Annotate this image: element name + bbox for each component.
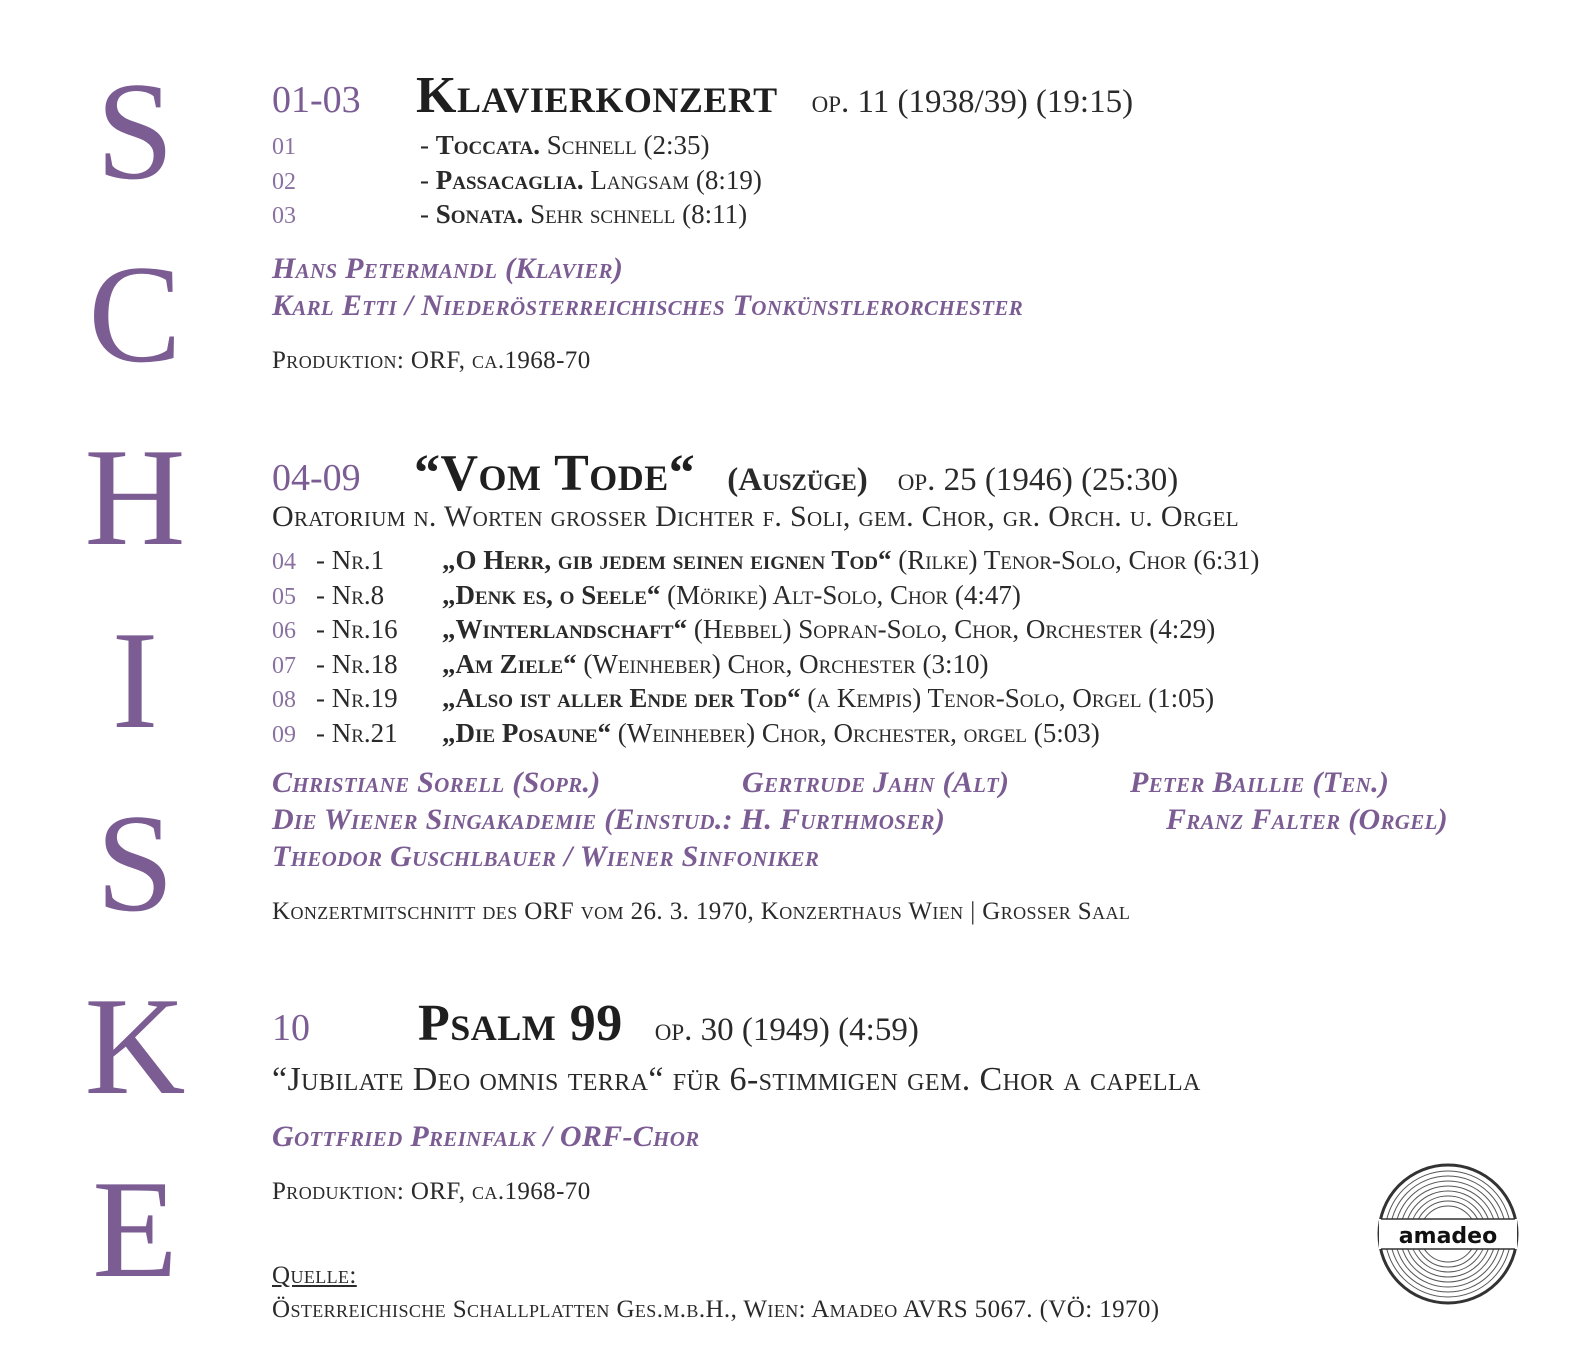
recording-note: Konzertmitschnitt des ORF vom 26. 3. 1970, Konzerthaus Wien | Grosser Saal — [272, 898, 1131, 925]
track-row — [272, 130, 709, 161]
track-details: Langsam (8:19) — [583, 165, 762, 195]
track-row — [272, 718, 1100, 749]
section3-number: 10 — [272, 1007, 310, 1049]
performer: Christiane Sorell (Sopr.) — [272, 766, 601, 799]
track-row — [272, 545, 1259, 576]
section1-header — [272, 66, 1133, 125]
track-title: Sonata. — [435, 199, 524, 229]
track-title: „Am Ziele“ — [442, 649, 577, 679]
performer: Franz Falter (Orgel) — [1166, 803, 1448, 836]
title-letter: K — [84, 969, 186, 1124]
performer-line — [272, 766, 1389, 800]
section1-title: Klavierkonzert — [416, 67, 778, 124]
track-number: 03 — [272, 203, 296, 229]
track-nr: - Nr.1 — [316, 545, 385, 575]
track-dash: - — [420, 130, 436, 160]
track-details: (Weinheber) Chor, Orchester, orgel (5:03) — [611, 718, 1100, 748]
track-nr: - Nr.21 — [316, 718, 398, 748]
track-title: Toccata. — [435, 130, 541, 160]
section1-info: op. 11 (1938/39) (19:15) — [811, 84, 1134, 120]
track-number: 07 — [272, 653, 296, 679]
section2-number: 04-09 — [272, 457, 361, 499]
track-details: (Weinheber) Chor, Orchester (3:10) — [576, 649, 989, 679]
section3-description: “Jubilate Deo omnis terra“ für 6-stimmigen gem. Chor a capella — [272, 1061, 1201, 1098]
track-number: 02 — [272, 169, 296, 195]
source-text: Österreichische Schallplatten Ges.m.b.H., Wien: Amadeo AVRS 5067. (VÖ: 1970) — [272, 1296, 1160, 1323]
performer-line — [272, 803, 1448, 837]
track-row — [272, 580, 1021, 611]
title-letter: H — [84, 420, 186, 575]
track-details: (Rilke) Tenor-Solo, Chor (6:31) — [891, 545, 1260, 575]
source-label: Quelle: — [272, 1262, 357, 1289]
section3-header — [272, 994, 919, 1053]
track-row — [272, 614, 1215, 645]
track-number: 09 — [272, 722, 296, 748]
section3-info: op. 30 (1949) (4:59) — [654, 1012, 919, 1048]
track-title: „Winterlandschaft“ — [442, 614, 688, 644]
section2-subtitle: (Auszüge) — [727, 462, 868, 498]
performer-line: Hans Petermandl (Klavier) — [272, 252, 624, 285]
amadeo-logo — [1377, 1163, 1519, 1305]
track-details: (Mörike) Alt-Solo, Chor (4:47) — [660, 580, 1021, 610]
track-dash: - — [420, 165, 436, 195]
track-nr: - Nr.8 — [316, 580, 385, 610]
track-number: 04 — [272, 549, 296, 575]
track-details: (a Kempis) Tenor-Solo, Orgel (1:05) — [800, 683, 1215, 713]
performer-line — [272, 840, 819, 874]
track-dash: - — [420, 199, 436, 229]
track-title: Passacaglia. — [435, 165, 584, 195]
track-title: „Die Posaune“ — [442, 718, 611, 748]
performer: Gertrude Jahn (Alt) — [742, 766, 1010, 799]
section2-description: Oratorium n. Worten grosser Dichter f. Soli, gem. Chor, gr. Orch. u. Orgel — [272, 500, 1239, 533]
title-letter: E — [92, 1152, 178, 1307]
track-title: „O Herr, gib jedem seinen eignen Tod“ — [442, 545, 892, 575]
section3-title: Psalm 99 — [418, 995, 623, 1052]
title-letter: S — [96, 786, 174, 941]
performer: Peter Baillie (Ten.) — [1130, 766, 1390, 799]
performer-line: Karl Etti / Niederösterreichisches Tonkünstlerorchester — [272, 289, 1024, 322]
performer: Theodor Guschlbauer / Wiener Sinfoniker — [272, 840, 820, 873]
track-nr: - Nr.16 — [316, 614, 398, 644]
track-nr: - Nr.18 — [316, 649, 398, 679]
track-row — [272, 165, 762, 196]
track-number: 01 — [272, 134, 296, 160]
logo-text: amadeo — [1398, 1224, 1498, 1249]
title-letter: C — [88, 237, 182, 392]
section2-info: op. 25 (1946) (25:30) — [897, 462, 1179, 498]
production-note: Produktion: ORF, ca.1968-70 — [272, 1178, 591, 1205]
production-note: Produktion: ORF, ca.1968-70 — [272, 347, 591, 374]
track-row — [272, 199, 747, 230]
track-nr: - Nr.19 — [316, 683, 398, 713]
track-number: 06 — [272, 618, 296, 644]
performer: Die Wiener Singakademie (Einstud.: H. Furthmoser) — [272, 803, 946, 836]
track-row — [272, 649, 989, 680]
record-disc-icon — [1377, 1163, 1519, 1305]
track-number: 08 — [272, 687, 296, 713]
section2-title: “Vom Tode“ — [414, 445, 696, 502]
track-title: „Denk es, o Seele“ — [442, 580, 661, 610]
section2-header — [272, 444, 1178, 503]
track-title: „Also ist aller Ende der Tod“ — [442, 683, 801, 713]
track-number: 05 — [272, 584, 296, 610]
track-details: Schnell (2:35) — [540, 130, 710, 160]
title-letter: S — [96, 54, 174, 209]
track-details: Sehr schnell (8:11) — [523, 199, 748, 229]
performer-line: Gottfried Preinfalk / ORF-Chor — [272, 1120, 700, 1153]
track-row — [272, 683, 1214, 714]
composer-vertical-title — [70, 40, 200, 1321]
track-details: (Hebbel) Sopran-Solo, Chor, Orchester (4:29) — [687, 614, 1216, 644]
section1-number: 01-03 — [272, 79, 361, 121]
title-letter: I — [111, 603, 159, 758]
